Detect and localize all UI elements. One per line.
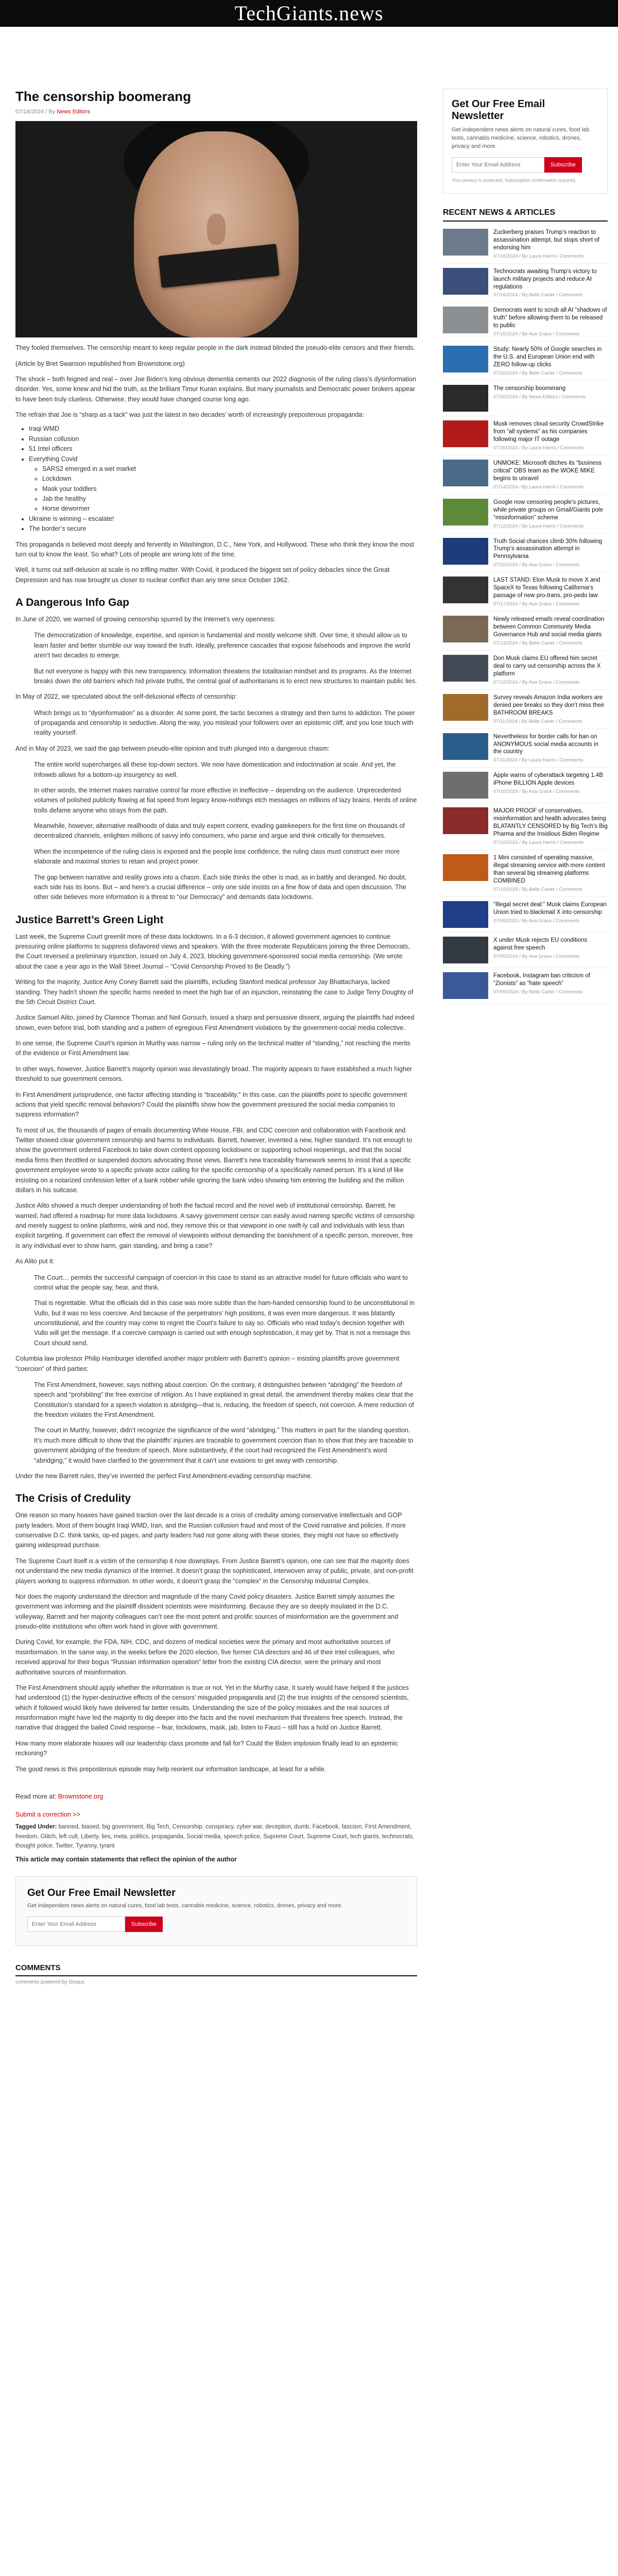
article-body — [15, 343, 417, 1802]
news-item[interactable] — [443, 225, 608, 264]
news-thumbnail[interactable] — [443, 972, 488, 999]
news-thumbnail[interactable] — [443, 616, 488, 642]
list-item: ◦ Lockdown — [42, 474, 417, 484]
news-date: 07/10/2024 / By Laura Harris / Comments — [493, 840, 584, 846]
news-title[interactable]: MAJOR PROOF of conservatives, misinformation and health advocates being BLATANTLY CENSORED by Big Tech’s Big Pharma and the Insidious Biden Regime — [493, 808, 608, 838]
list-item: ◦ Mask your toddlers — [42, 484, 417, 494]
paragraph: In First Amendment jurisprudence, one factor affecting standing is “traceability.” In this case, can the plaintiffs point to specific government actions that yield specific removal behaviors? Could the plaintiffs show how the government pressured the social media companies to suppress information? — [15, 1091, 407, 1118]
paragraph: Justice Alito showed a much deeper understanding of both the factual record and the novel web of institutional censorship. Barrett, he warned, had offered a roadmap for more data lockdowns. A savvy government censor can easily avoid naming specific victims of censorship and merely suggest to online platforms, wink and nod, they remove this or that viewpoint in one swift-ly call and individuals with less than explicit targeting. If government can effect the removal of viewpoints without demanding the banishment of a specific person, moreover, free is any individual ever to show harm, gain standing, and bring a case? — [15, 1202, 415, 1249]
sub-list — [42, 464, 417, 514]
news-date: 07/11/2024 / By Laura Harris / Comments — [493, 757, 583, 764]
news-thumbnail[interactable] — [443, 307, 488, 333]
list-item: • Russian collusion — [29, 434, 417, 444]
newsletter-title: Get Our Free Email Newsletter — [27, 1887, 176, 1899]
news-date: 07/14/2024 / By Laura Harris / Comments — [493, 484, 584, 490]
list-item: ◦ SARS2 emerged in a wet market — [42, 464, 417, 474]
disqus-credit[interactable]: comments powered by Disqus — [15, 1979, 84, 1986]
news-title[interactable]: Apple warns of cyberattack targeting 1.4B iPhone BILLION Apple devices — [493, 772, 603, 787]
article-date: 07/16/2024 — [15, 109, 44, 115]
news-thumbnail[interactable] — [443, 772, 488, 799]
comments-title: COMMENTS — [15, 1963, 417, 1976]
news-thumbnail[interactable] — [443, 694, 488, 721]
news-title[interactable]: Facebook, Instagram ban criticism of “Zionists” as “hate speech” — [493, 972, 590, 987]
news-title[interactable]: “Illegal secret deal:” Musk claims European Union tried to blackmail X into censorship — [493, 901, 607, 916]
news-thumbnail[interactable] — [443, 268, 488, 295]
news-item[interactable] — [443, 850, 608, 897]
news-item[interactable] — [443, 416, 608, 455]
paragraph: This propaganda is believed most deeply and fervently in Washington, D.C., New York, and Hollywood. These who think they know the most turn out to know the least. So what? Lots of people are wrong lots of the time. — [15, 540, 415, 558]
news-thumbnail[interactable] — [443, 577, 488, 603]
paragraph: During Covid, for example, the FDA, NIH, CDC, and dozens of medical societies were the primary and most authoritative sources of misinformation. In the same way, in the weeks before the 2020 election, five former CIA directors and 46 of their intel colleagues, who received approval for their bogus “Russian information operation” letter from the existing CIA director, were the primary and most authoritative sources of misinformation. — [15, 1638, 395, 1676]
news-item[interactable] — [443, 455, 608, 495]
news-item[interactable] — [443, 729, 608, 768]
news-date: 07/10/2024 / By Ava Grace / Comments — [493, 789, 580, 795]
news-date: 07/16/2024 / By News Editors / Comments — [493, 394, 586, 400]
news-item[interactable] — [443, 933, 608, 968]
news-item[interactable] — [443, 381, 608, 416]
sidebar-newsletter — [443, 89, 608, 194]
paragraph: Last week, the Supreme Court greenlit more of these data lockdowns. In a 6-3 decision, it allowed government agencies to continue pressuring online platforms to suppress disfavored views and speakers. With the three moderate Republicans joining the three Democrats, the Court reversed a preliminary injunction, issued on July 4, 2023, blocking government-sponsored social media censorship. (We wrote about the case a year ago in the Wall Street Journal – “Covid Censorship Proved to Be Deadly.”) — [15, 933, 410, 970]
disclaimer: This article may contain statements that reflect the opinion of the author — [15, 1856, 237, 1863]
news-thumbnail[interactable] — [443, 385, 488, 412]
news-date: 07/12/2024 / By Ava Grace / Comments — [493, 679, 580, 685]
newsletter-desc: Get independent news alerts on natural cures, food lab tests, cannabis medicine, science, robotics, drones, privacy and more. — [27, 1903, 343, 1909]
paragraph: In one sense, the Supreme Court’s opinion in Murthy was narrow – ruling only on the technical matter of “standing,” not reaching the merits of the evidence or First Amendment law. — [15, 1040, 410, 1057]
paragraph: How many more elaborate hoaxes will our leadership class promote and fall for? Could the Biden implosion finally lead to an epistemic reckoning? — [15, 1739, 398, 1757]
paragraph: Columbia law professor Philip Hamburger identified another major problem with Barrett’s opinion – insisting plaintiffs prove government “coercion” of third parties: — [15, 1355, 400, 1372]
news-date: 07/16/2024 / By Laura Harris / Comments — [493, 253, 584, 259]
paragraph: To most of us, the thousands of pages of emails documenting White House, FBI, and CDC coercion and collaboration with Facebook and Twitter showed clear government censorship and harms to individuals. Barrett, however, invented a new, higher standard. It’s not enough to show the government ordered Facebook to take down content opposing lockdowns or supporting school reopenings, and that the social media firms then throttled or suspended doctors advocating those views. Barrett’s new traceability framework seems to insist that a specific government employee wrote to a specific private actor calling for the specific censorship of a specifically named person. It’s a kind of like insisting on a notarized confession letter of a bank robber while ignoring the bank video showing him entering the building and the million dollars in his suitcase. — [15, 1126, 413, 1194]
news-item[interactable] — [443, 803, 608, 850]
subscribe-button[interactable]: Subscribe — [125, 1917, 163, 1932]
news-date: 07/16/2024 / By Belle Carter / Comments — [493, 292, 583, 298]
paragraph: Under the new Barrett rules, they’ve invented the perfect First Amendment-evading censorship machine. — [15, 1472, 313, 1480]
blockquote: The democratization of knowledge, expertise, and opinion is fundamental and mostly welcome shift. Over time, it should allow us to learn faster and better stumble our way toward the truth. Ideally, preference cascades that expose falsehoods and improve the world aren’t two decades to emerge. But not everyone is happy with this new transparency. Information threatens the totalitarian mindset and its programs. As the Internet breaks down the old barriers which hid private truths, the central goal of authoritarians is to erect new structures to maintain public lies. — [34, 632, 417, 685]
author-link[interactable]: News Editors — [57, 109, 90, 115]
section-heading: The Crisis of Credulity — [15, 1493, 131, 1505]
submit-correction-link[interactable]: Submit a correction >> — [15, 1811, 80, 1819]
site-header — [0, 0, 618, 27]
news-date: 07/09/2024 / By Ava Grace / Comments — [493, 918, 580, 924]
news-title[interactable]: Nevertheless for border calls for ban on ANONYMOUS social media accounts in the country — [493, 733, 598, 755]
paragraph: And in May of 2023, we said the gap between pseudo-elite opinion and truth plunged into a dangerous chasm: — [15, 744, 330, 752]
list-item: • The border’s secure — [29, 524, 417, 534]
news-item[interactable] — [443, 342, 608, 381]
news-date: 07/09/2024 / By Ava Grace / Comments — [493, 953, 580, 959]
email-input[interactable] — [452, 157, 544, 173]
news-title[interactable]: X under Musk rejects EU conditions against free speech — [493, 937, 588, 951]
news-thumbnail[interactable] — [443, 807, 488, 834]
list-item: • Ukraine is winning – escalate! — [29, 514, 417, 524]
news-thumbnail[interactable] — [443, 937, 488, 963]
news-date: 07/13/2024 / By Belle Carter / Comments — [493, 640, 583, 646]
news-title[interactable]: 1 Mini consisted of operating massive, illegal streaming service with more content than several big streaming platforms COMBINED — [493, 855, 605, 884]
news-date: 07/11/2024 / By Belle Carter / Comments — [493, 718, 582, 724]
news-item[interactable] — [443, 495, 608, 534]
news-item[interactable] — [443, 651, 608, 690]
site-logo[interactable]: TechGiants.news — [234, 2, 384, 25]
news-item[interactable] — [443, 302, 608, 342]
news-title[interactable]: Democrats want to scrub all AI “shadows of truth” before allowing them to be released to public — [493, 307, 607, 329]
news-item[interactable] — [443, 264, 608, 303]
news-thumbnail[interactable] — [443, 538, 488, 565]
news-date: 07/20/2024 / By Laura Harris / Comments — [493, 445, 584, 451]
paragraph: They fooled themselves. The censorship meant to keep regular people in the dark instead blinded the pseudo-elite censors and their friends. — [15, 344, 415, 352]
news-item[interactable] — [443, 572, 608, 612]
recent-news-heading: RECENT NEWS & ARTICLES — [443, 208, 608, 222]
article — [15, 89, 417, 1985]
paragraph: Justice Samuel Alito, joined by Clarence Thomas and Neil Gorsuch, issued a sharp and persuasive dissent, arguing the plaintiffs had indeed shown, even before trial, both standing and a pattern of egregious First Amendment violations by the government-social media collective. — [15, 1014, 415, 1031]
paragraph: (Article by Bret Swanson republished from Brownstone.org) — [15, 360, 185, 367]
news-thumbnail[interactable] — [443, 655, 488, 682]
news-item[interactable] — [443, 897, 608, 933]
paragraph: The First Amendment should apply whether the information is true or not. Yet in the Murthy case, it surely would have helped if the justices had understood (1) the hyper-destructive effects of the censors’ misguided propaganda and (2) the true insights of the censored scientists, which if followed would likely have delivered far better results. Understanding the size of the policy mistakes and the real sources of misinformation might have led the majority to dig deeper into the facts and the novel mechanism that threatens free speech. Instead, the narrative that dragged the bailed Covid response – fear, lockdowns, mask, jab, listen to Fauci – still has a hold on Justice Barrett. — [15, 1684, 409, 1732]
news-thumbnail[interactable] — [443, 420, 488, 447]
tags: Tagged Under: banned, biased, big government, Big Tech, Censorship, conspiracy, cyber war, deception, dumb, Facebook, fascism, First Amendment, freedom, Glitch, left cult, Liberty, lies, meta, politics, propaganda, Social media, speech police, Supreme Court, Supreme Court, tech giants, technocrats, thought police, Twitter, Tyranny, tyrant — [15, 1824, 415, 1850]
section-heading: Justice Barrett’s Green Light — [15, 913, 164, 926]
section-heading: A Dangerous Info Gap — [15, 597, 129, 609]
news-title[interactable]: Don Musk claims EU offered him secret deal to carry out censorship across the X platform — [493, 655, 601, 677]
read-more-link[interactable]: Brownstone.org — [58, 1792, 104, 1800]
propaganda-list — [29, 424, 417, 534]
paragraph: The refrain that Joe is “sharp as a tack” was just the latest in two decades’ worth of increasingly preposterous propaganda: — [15, 411, 364, 419]
blockquote: Which brings us to “dysinformation” as a disorder. At some point, the tactic becomes a strategy and then turns to addiction. The power of propaganda and censorship is seductive. Along the way, you mislead your followers over an epistemic cliff, and you lose touch with reality yourself. — [34, 709, 415, 737]
paragraph: Writing for the majority, Justice Amy Coney Barrett said the plaintiffs, including Stanford medical professor Jay Bhattacharya, lacked standing. They hadn’t shown the specific harms needed to meet the high bar of an injunction, reinstating the case to Judge Terry Doughty of the 5th Circuit District Court. — [15, 978, 414, 1006]
news-title[interactable]: Technocrats awaiting Trump’s victory to launch military projects and reduce AI regulations — [493, 268, 597, 290]
news-item[interactable] — [443, 612, 608, 651]
list-item: • Iraqi WMD — [29, 424, 417, 434]
paragraph: As Alito put it: — [15, 1258, 55, 1265]
hero-image — [15, 121, 417, 337]
list-item: ◦ Jab the healthy — [42, 494, 417, 504]
news-thumbnail[interactable] — [443, 229, 488, 256]
paragraph: The shock – both feigned and real – over Joe Biden’s long obvious dementia cements our 2022 diagnosis of the ruling class’s dysinformation disorder. Yes, some knew and hid the truth, as the brilliant Timur Kuran explains. But many journalists and Democratic power brokers appear to have been truly clueless. Otherwise, they would have changed course long ago. — [15, 375, 416, 403]
news-title[interactable]: Zuckerberg praises Trump’s reaction to assassination attempt, but stops short of endorsing him — [493, 229, 599, 251]
news-date: 07/15/2024 / By Belle Carter / Comments — [493, 370, 583, 377]
news-date: 07/09/2024 / By Belle Carter / Comments — [493, 989, 583, 995]
news-title[interactable]: Newly released emails reveal coordination between Common Community Media Governance Hub and social media giants — [493, 616, 605, 638]
sidebar — [443, 89, 608, 1004]
paragraph: One reason so many hoaxes have gained traction over the last decade is a crisis of credulity among conservative intellectuals and GOP party leaders. Most of them bought Iraqi WMD, Iran, and the Russian collusion fraud and most of the Covid narrative and policies. If more conservative D.C. think tanks, op-ed pages, and party leaders had not gone along with these stories, they might not have so effectively gaining widespread purchase. — [15, 1512, 406, 1549]
blockquote: The Court… permits the successful campaign of coercion in this case to stand as an attractive model for future officials who want to control what the people say, hear, and think. That is regrettable. What the officials did in this case was more subtle than the ham-handed censorship found to be unconstitutional in Vullo, but it was no less coercive. And because of the perpetrators’ high positions, it was even more dangerous. It was blatantly unconstitutional, and the country may come to regret the Court’s failure to say so. Officials who read today’s decision together with Vullo will get the message. If a coercive campaign is carried out with enough sophistication, it may get by. That is not a message this Court should send. — [34, 1274, 415, 1347]
news-title[interactable]: Survey reveals Amazon India workers are denied pee breaks so they don’t miss their BATHROOM BREAKS — [493, 694, 605, 716]
news-item[interactable] — [443, 690, 608, 729]
news-title[interactable]: UNMOKE: Microsoft ditches its “business critical” OBS team as the WOKE MIKE begins to unravel — [493, 460, 602, 482]
paragraph: Well, it turns out self-delusion at scale is no trifling matter. With Covid, it produced the biggest set of policy debacles since the Great Depression and has now brought us closer to nuclear conflict than any time since October 1962. — [15, 566, 390, 584]
paragraph: The Supreme Court itself is a victim of the censorship it now downplays. From Justice Barrett’s opinion, one can see that the majority does not understand the new media dynamics of the Internet. It doesn’t grasp the sophisticated, interwoven array of public, private, and non-profit players working to suppress information. In other words, it doesn’t grasp the “complex” in the Censorship Industrial Complex. — [15, 1557, 414, 1585]
news-title[interactable]: Study: Nearly 50% of Google searches in the U.S. and European Union end with ZERO follow-up clicks — [493, 346, 602, 368]
news-thumbnail[interactable] — [443, 854, 488, 881]
news-thumbnail[interactable] — [443, 460, 488, 486]
news-date: 07/17/2024 / By Ava Grace / Comments — [493, 601, 580, 607]
paragraph: In other ways, however, Justice Barrett’s majority opinion was devastatingly broad. The majority appears to have established a much higher threshold to sue government censors. — [15, 1065, 413, 1083]
list-item: ◦ Horse dewormer — [42, 504, 417, 514]
news-thumbnail[interactable] — [443, 499, 488, 526]
paragraph: Nor does the majority understand the direction and magnitude of the many Covid policy disasters. Justice Barrett simply assumes the government was informing and the plaintiff dissident scientists were misinforming. Because they are so deeply insulated in the D.C. volleyway, Barrett and her majority colleagues can’t see the most potent and prolific sources of misinformation are the government and pseudo-elite institutions who often work hand in glove with government. — [15, 1592, 399, 1631]
paragraph: In June of 2020, we warned of growing censorship spurred by the Internet’s very openness: — [15, 616, 276, 623]
paragraph: The good news is this preposterous episode may help reorient our information landscape, at least for a while. — [15, 1765, 327, 1773]
newsletter-title: Get Our Free Email Newsletter — [452, 98, 545, 122]
news-date: 07/12/2024 / By Laura Harris / Comments — [493, 523, 584, 529]
news-title[interactable]: Google now censoring people’s pictures, while private groups on Gmail/Giants pole “misinformation” scheme — [493, 499, 603, 521]
news-title[interactable]: The censorship boomerang — [493, 385, 565, 392]
news-item[interactable] — [443, 768, 608, 803]
email-input[interactable] — [27, 1917, 125, 1932]
news-thumbnail[interactable] — [443, 346, 488, 372]
list-item: • Everything Covid ◦ SARS2 emerged in a wet market ◦ Lockdown ◦ Mask your toddlers ◦ Jab the healthy ◦ Horse dewormer — [29, 454, 417, 514]
article-title: The censorship boomerang — [15, 89, 191, 104]
news-item[interactable] — [443, 968, 608, 1004]
blockquote: The entire world supercharges all these top-down sectors. We now have domestication and indoctrination at scale. And yet, the Infoweb allows for a bottom-up insurgency as well. In other words, the Internet makes narrative control far more effective in ineffective – depending on the audience. Unprecedented volumes of polished publicity flowing at fiat speed from legacy know-nothings etch messages on millions of lazy brains. Herds of online trolls defame anyone who strays from the path. Meanwhile, however, alternative reallhoods of data and truly expert content, evading gatekeepers for the first time on thousands of decentralized channels, enlighten millions of savvy info consumers, who parse and argue and think critically for themselves. When the incompetence of the ruling class is exposed and the people lose confidence, the ruling class must construct ever more elaborate and maximal stories to retain and project power. The gap between narrative and reality grows into a chasm. Each side thinks the other is mad, as in battily and deranged. No doubt, each side has its loons. But – and here’s a crucial difference – only one side insists on a fine flow of data and open discussion. The other side believes more information is a threat to “our Democracy” and demands data lockdowns. — [34, 761, 417, 901]
recent-news-list — [443, 225, 608, 1004]
byline-prefix: By — [48, 109, 56, 115]
news-date: 07/15/2024 / By Ava Grace / Comments — [493, 331, 580, 337]
news-title[interactable]: Truth Social chances climb 30% following Trump’s assassination attempt in Pennsylvania — [493, 538, 603, 560]
news-thumbnail[interactable] — [443, 733, 488, 760]
article-meta: 07/16/2024 / By News Editors — [15, 109, 90, 115]
news-date: 07/10/2024 / By Belle Carter / Comments — [493, 886, 583, 892]
read-more: Read more at: Brownstone.org — [15, 1792, 104, 1800]
news-title[interactable]: Musk removes cloud security CrowdStrike from “all systems” as his companies following major IT outage — [493, 421, 604, 443]
news-date: 07/15/2024 / By Ava Grace / Comments — [493, 562, 580, 568]
newsletter-box — [15, 1876, 417, 1946]
news-thumbnail[interactable] — [443, 901, 488, 928]
tag-list[interactable]: banned, biased, big government, Big Tech, Censorship, conspiracy, cyber war, deception, dumb, Facebook, fascism, First Amendment, freedom, Glitch, left cult, Liberty, lies, meta, politics, propaganda, Social media, speech police, Supreme Court, Supreme Court, tech giants, technocrats, thought police, Twitter, Tyranny, tyrant — [15, 1824, 415, 1850]
blockquote: The First Amendment, however, says nothing about coercion. On the contrary, it distinguishes between “abridging” the freedom of speech and “prohibiting” the free exercise of religion. As I have explained in great detail, the amendment thereby makes clear that the Constitution’s standard for a speech violation is abridging—that is, reducing, the freedom of speech, not coercion. A mere reduction of the freedom violates the First Amendment. The court in Murthy, however, didn’t recognize the significance of the word “abridging.” This matters in part for the standing question. It’s much more difficult to show that the plaintiffs’ injuries are traceable to government coercion than to show that they are traceable to government abridging of the freedom of speech. More substantively, if the court had recognized the First Amendment’s word “abridging,” it would have clarified to the government that it can’t use evasions to get away with censorship. — [34, 1381, 414, 1464]
news-title[interactable]: LAST STAND: Elon Musk to move X and SpaceX to Texas following California’s passage of new pro-trans, pro-pedo law — [493, 577, 600, 599]
privacy-note: Your privacy is protected. Subscription confirmation required. — [452, 177, 577, 183]
paragraph: In May of 2022, we speculated about the self-delusional effects of censorship: — [15, 693, 237, 701]
comments-section — [15, 1963, 417, 1985]
newsletter-desc: Get independent news alerts on natural cures, food lab tests, cannabis medicine, science, robotics, drones, privacy and more. — [452, 127, 590, 149]
news-item[interactable] — [443, 534, 608, 573]
subscribe-button[interactable]: Subscribe — [544, 157, 582, 173]
list-item: • 51 Intel officers — [29, 444, 417, 454]
